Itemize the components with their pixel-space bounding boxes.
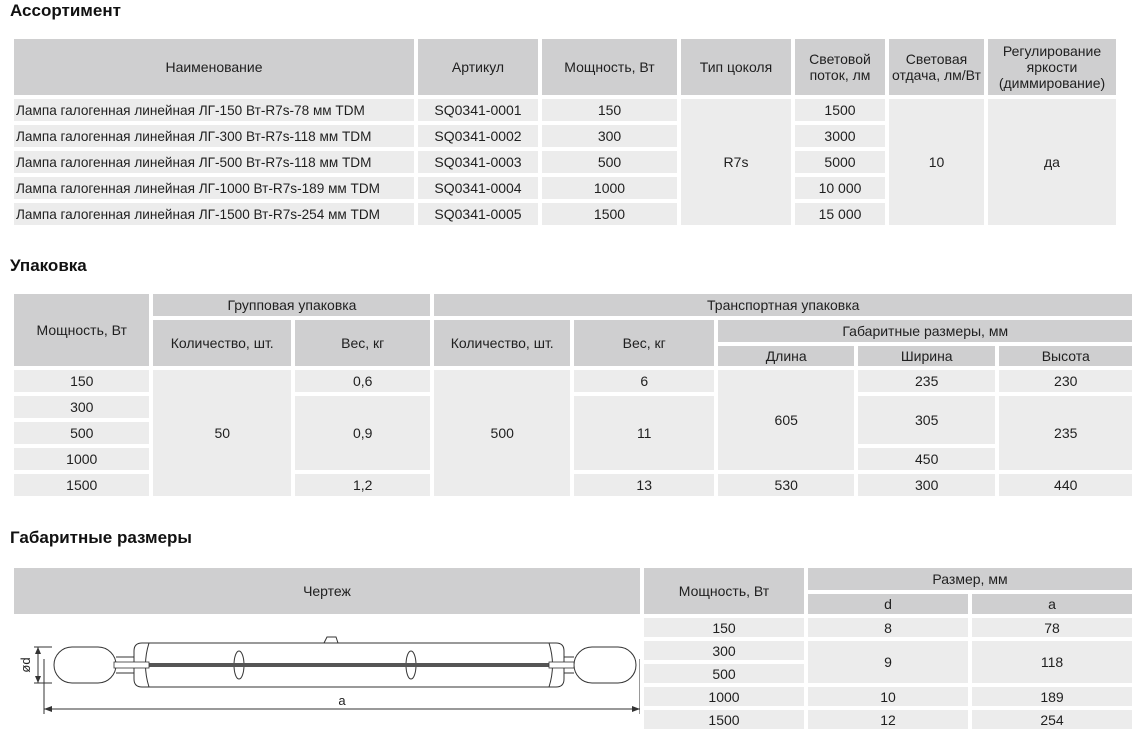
length-cell: 530 xyxy=(718,474,853,496)
transport-weight-cell: 13 xyxy=(574,474,715,496)
header-a: a xyxy=(972,594,1132,614)
header-length: Длина xyxy=(718,346,853,366)
a-cell: 78 xyxy=(972,618,1132,637)
article-cell: SQ0341-0005 xyxy=(418,203,538,225)
power-cell: 1000 xyxy=(644,687,804,706)
header-height: Высота xyxy=(999,346,1132,366)
header-base: Тип цоколя xyxy=(681,39,791,95)
flux-cell: 5000 xyxy=(795,151,885,173)
power-cell: 1500 xyxy=(542,203,677,225)
width-cell: 305 xyxy=(858,396,996,444)
length-cell: 605 xyxy=(718,370,853,470)
dimensions-title: Габаритные размеры xyxy=(10,528,192,547)
tube-tip xyxy=(324,637,338,643)
a-cell: 189 xyxy=(972,687,1132,706)
label-d: ød xyxy=(18,656,33,673)
product-name: Лампа галогенная линейная ЛГ-1000 Вт-R7s-189 мм TDM xyxy=(14,177,414,199)
group-weight-cell: 0,9 xyxy=(295,396,431,470)
a-cell: 254 xyxy=(972,710,1132,729)
group-weight-cell: 0,6 xyxy=(295,370,431,392)
d-cell: 9 xyxy=(808,641,968,683)
flux-cell: 1500 xyxy=(795,99,885,121)
header-group-qty: Количество, шт. xyxy=(153,320,291,366)
width-cell: 235 xyxy=(858,370,996,392)
header-efficacy: Световая отдача, лм/Вт xyxy=(889,39,984,95)
table-row xyxy=(14,370,1132,392)
assortment-table xyxy=(10,35,1120,229)
packaging-title: Упаковка xyxy=(10,256,87,275)
table-row xyxy=(14,99,1116,121)
product-name: Лампа галогенная линейная ЛГ-150 Вт-R7s-78 мм TDM xyxy=(14,99,414,121)
lamp-drawing xyxy=(14,619,640,729)
power-cell: 500 xyxy=(14,422,149,444)
article-cell: SQ0341-0004 xyxy=(418,177,538,199)
lamp-right-cap xyxy=(574,647,636,683)
power-cell: 300 xyxy=(14,396,149,418)
table-row xyxy=(14,618,1132,637)
product-name: Лампа галогенная линейная ЛГ-1500 Вт-R7s-254 мм TDM xyxy=(14,203,414,225)
flux-cell: 15 000 xyxy=(795,203,885,225)
power-cell: 150 xyxy=(542,99,677,121)
header-article: Артикул xyxy=(418,39,538,95)
power-cell: 300 xyxy=(542,125,677,147)
d-cell: 10 xyxy=(808,687,968,706)
height-cell: 440 xyxy=(999,474,1132,496)
flux-cell: 3000 xyxy=(795,125,885,147)
transport-weight-cell: 6 xyxy=(574,370,715,392)
power-cell: 500 xyxy=(542,151,677,173)
header-width: Ширина xyxy=(858,346,996,366)
base-cell: R7s xyxy=(681,99,791,225)
article-cell: SQ0341-0003 xyxy=(418,151,538,173)
header-power: Мощность, Вт xyxy=(14,294,149,366)
article-cell: SQ0341-0001 xyxy=(418,99,538,121)
power-cell: 150 xyxy=(14,370,149,392)
header-name: Наименование xyxy=(14,39,414,95)
header-power: Мощность, Вт xyxy=(542,39,677,95)
power-cell: 500 xyxy=(644,664,804,683)
transport-qty-cell: 500 xyxy=(434,370,569,496)
product-name: Лампа галогенная линейная ЛГ-300 Вт-R7s-118 мм TDM xyxy=(14,125,414,147)
header-dimming: Регулирование яркости (диммирование) xyxy=(988,39,1116,95)
group-qty-cell: 50 xyxy=(153,370,291,496)
product-name: Лампа галогенная линейная ЛГ-500 Вт-R7s-118 мм TDM xyxy=(14,151,414,173)
header-group-weight: Вес, кг xyxy=(295,320,431,366)
header-flux: Световой поток, лм xyxy=(795,39,885,95)
power-cell: 1500 xyxy=(14,474,149,496)
power-cell: 300 xyxy=(644,641,804,660)
height-cell: 230 xyxy=(999,370,1132,392)
dimensions-table xyxy=(10,564,1136,733)
flux-cell: 10 000 xyxy=(795,177,885,199)
group-weight-cell: 1,2 xyxy=(295,474,431,496)
header-transport-weight: Вес, кг xyxy=(574,320,715,366)
assortment-title: Ассортимент xyxy=(10,1,121,20)
header-size: Размер, мм xyxy=(808,568,1132,590)
label-a: a xyxy=(338,692,346,708)
height-cell: 235 xyxy=(999,396,1132,470)
power-cell: 150 xyxy=(644,618,804,637)
header-transport-qty: Количество, шт. xyxy=(434,320,569,366)
lamp-left-cap xyxy=(54,647,116,683)
header-transport-packaging: Транспортная упаковка xyxy=(434,294,1132,316)
width-cell: 450 xyxy=(858,448,996,470)
dimming-cell: да xyxy=(988,99,1116,225)
power-cell: 1000 xyxy=(14,448,149,470)
power-cell: 1000 xyxy=(542,177,677,199)
width-cell: 300 xyxy=(858,474,996,496)
header-drawing: Чертеж xyxy=(14,568,640,614)
d-cell: 8 xyxy=(808,618,968,637)
d-cell: 12 xyxy=(808,710,968,729)
header-group-packaging: Групповая упаковка xyxy=(153,294,430,316)
packaging-table xyxy=(10,290,1136,500)
efficacy-cell: 10 xyxy=(889,99,984,225)
header-d: d xyxy=(808,594,968,614)
a-cell: 118 xyxy=(972,641,1132,683)
transport-weight-cell: 11 xyxy=(574,396,715,470)
filament xyxy=(149,663,549,667)
header-power: Мощность, Вт xyxy=(644,568,804,614)
article-cell: SQ0341-0002 xyxy=(418,125,538,147)
power-cell: 1500 xyxy=(644,710,804,729)
header-dimensions: Габаритные размеры, мм xyxy=(718,320,1132,342)
lamp-drawing-cell xyxy=(14,618,640,729)
